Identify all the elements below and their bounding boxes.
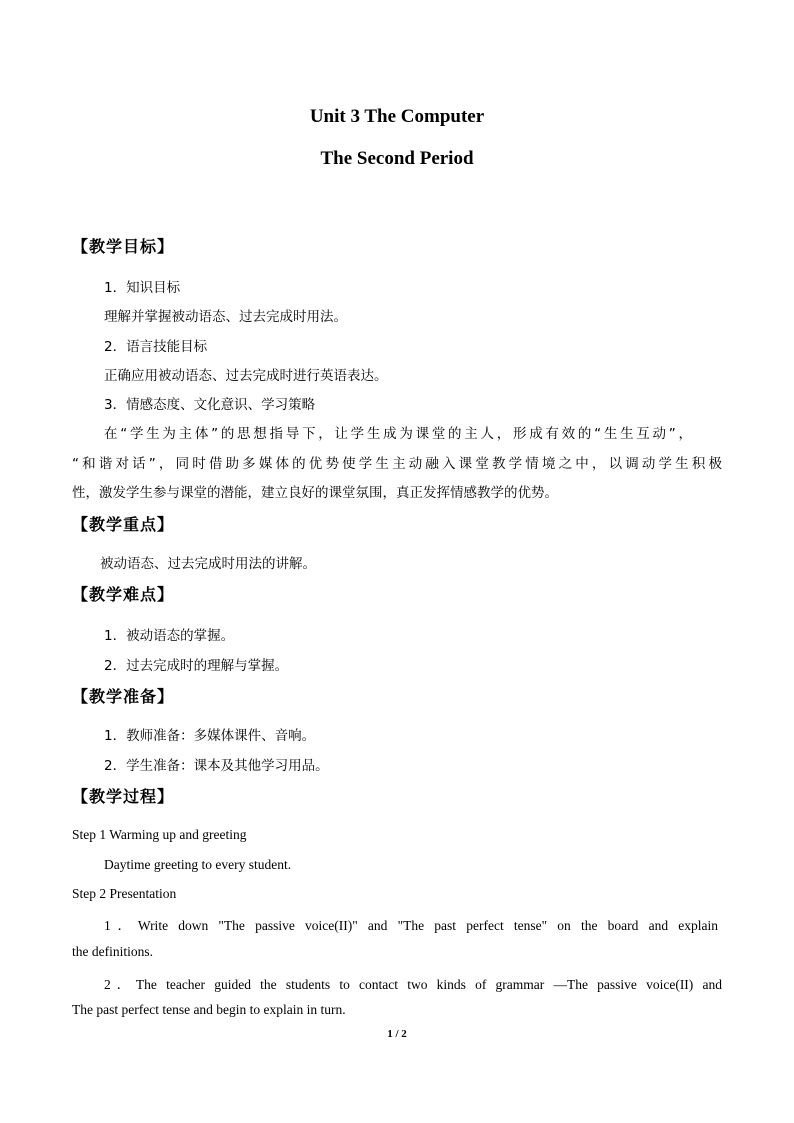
- objective-item-2-text: 正确应用被动语态、过去完成时进行英语表达。: [104, 368, 388, 384]
- section-heading-objectives: 【教学目标】: [72, 237, 175, 256]
- presentation-item-1-line-2: the definitions.: [72, 944, 153, 959]
- objective-item-1: 1．知识目标: [104, 280, 181, 296]
- objective-item-3-line-1: 在“学生为主体”的思想指导下，让学生成为课堂的主人，形成有效的“生生互动”，: [104, 426, 692, 442]
- presentation-item-2-line-1: 2．The teacher guided the students to contact two kinds of grammar —The passive voice(II) and: [104, 977, 722, 992]
- presentation-item-1-line-1: 1．Write down "The passive voice(II)" and "The past perfect tense" on the board and explain: [104, 918, 718, 933]
- objective-item-3-line-2: “和谐对话”，同时借助多媒体的优势使学生主动融入课堂教学情境之中，以调动学生积极: [72, 456, 722, 472]
- preparation-item-1: 1．教师准备：多媒体课件、音响。: [104, 728, 316, 744]
- objective-item-2: 2．语言技能目标: [104, 339, 208, 355]
- objective-item-3: 3．情感态度、文化意识、学习策略: [104, 397, 316, 413]
- section-heading-key-points: 【教学重点】: [72, 515, 175, 534]
- section-heading-difficulties: 【教学难点】: [72, 585, 175, 604]
- presentation-item-2-line-2: The past perfect tense and begin to explain in turn.: [72, 1002, 346, 1017]
- page-number: 1 / 2: [387, 1028, 407, 1040]
- document-title: Unit 3 The Computer: [309, 106, 485, 127]
- process-step-1: Step 1 Warming up and greeting: [72, 827, 247, 842]
- difficulty-item-1: 1．被动语态的掌握。: [104, 628, 235, 644]
- document-subtitle: The Second Period: [320, 148, 474, 169]
- preparation-item-2: 2．学生准备：课本及其他学习用品。: [104, 758, 329, 774]
- process-step-1-text: Daytime greeting to every student.: [104, 857, 292, 872]
- key-points-text: 被动语态、过去完成时用法的讲解。: [100, 556, 316, 572]
- process-step-2: Step 2 Presentation: [72, 886, 177, 901]
- section-heading-preparation: 【教学准备】: [72, 687, 175, 706]
- objective-item-3-line-3: 性，激发学生参与课堂的潜能，建立良好的课堂氛围，真正发挥情感教学的优势。: [72, 485, 558, 501]
- difficulty-item-2: 2．过去完成时的理解与掌握。: [104, 658, 289, 674]
- objective-item-1-text: 理解并掌握被动语态、过去完成时用法。: [104, 309, 347, 325]
- section-heading-process: 【教学过程】: [72, 787, 175, 806]
